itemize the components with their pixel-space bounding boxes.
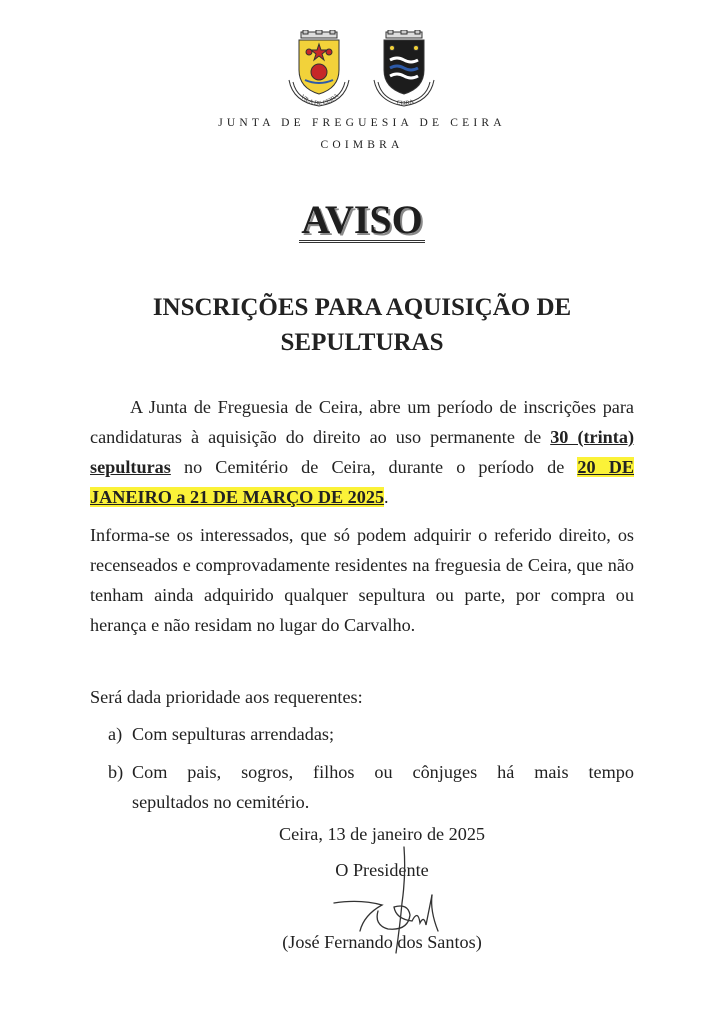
paragraph-priority: Será dada prioridade aos requerentes: <box>90 687 363 707</box>
notice-title: INSCRIÇÕES PARA AQUISIÇÃO DE SEPULTURAS <box>152 294 572 356</box>
signature-date: Ceira, 13 de janeiro de 2025 <box>278 824 486 844</box>
organization-name: JUNTA DE FREGUESIA DE CEIRA <box>218 117 506 129</box>
svg-text:CEIRA: CEIRA <box>395 98 415 108</box>
svg-text:VILA DE CEIRA: VILA DE CEIRA <box>299 92 341 108</box>
priority-item-a: a) Com sepulturas arrendadas; <box>108 724 335 744</box>
registration-period: 20 DE JANEIRO a 21 DE MARÇO DE 2025 <box>90 457 635 507</box>
signer-name: (José Fernando dos Santos) <box>282 932 482 952</box>
paragraph-intro: A Junta de Freguesia de Ceira, abre um período de inscrições para candidaturas à aquisição do direito ao uso permanente de 30 (trinta) sepulturas no Cemitério de Ceira, durante o período de 20 DE JANEIRO a 21 DE MARÇO DE 2025. <box>90 397 635 507</box>
signer-title: O Presidente <box>335 860 429 880</box>
priority-item-b: b) Com pais, sogros, filhos ou cônjuges há mais tempo sepultados no cemitério. <box>108 762 634 812</box>
notice-heading: AVISO <box>301 197 423 242</box>
paragraph-eligibility: Informa-se os interessados, que só podem adquirir o referido direito, os recenseados e comprovadamente residentes na freguesia de Ceira, que não tenham ainda adquirido qualquer sepultura ou parte, por compra ou herança e não residam no lugar do Carvalho. <box>90 525 634 635</box>
ceira-crest <box>368 30 440 110</box>
sepulturas-count: 30 (trinta) sepulturas <box>90 427 635 477</box>
vila-de-ceira-crest <box>283 30 355 110</box>
city-name: COIMBRA <box>320 139 404 151</box>
